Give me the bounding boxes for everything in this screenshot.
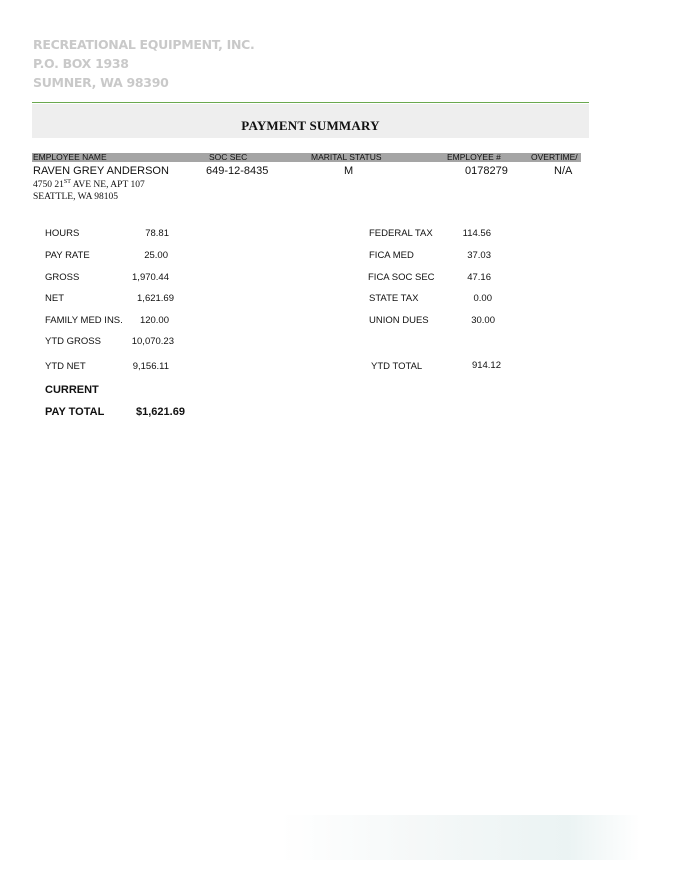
header-divider bbox=[32, 102, 589, 103]
union-dues-value: 30.00 bbox=[471, 315, 495, 326]
title-band bbox=[32, 104, 589, 138]
employee-soc-sec: 649-12-8435 bbox=[206, 165, 269, 177]
header-marital-status: MARITAL STATUS bbox=[311, 152, 382, 162]
state-tax-value: 0.00 bbox=[473, 293, 492, 304]
street-number: 4750 21 bbox=[33, 180, 64, 190]
ytd-gross-label: YTD GROSS bbox=[45, 336, 101, 347]
company-address-line2: SUMNER, WA 98390 bbox=[33, 75, 169, 90]
employee-city: SEATTLE, WA 98105 bbox=[33, 192, 119, 202]
family-med-ins-label: FAMILY MED INS. bbox=[45, 315, 123, 326]
state-tax-label: STATE TAX bbox=[369, 293, 419, 304]
net-value: 1,621.69 bbox=[137, 293, 174, 304]
hours-label: HOURS bbox=[45, 228, 80, 239]
federal-tax-label: FEDERAL TAX bbox=[369, 228, 433, 239]
fica-soc-sec-label: FICA SOC SEC bbox=[368, 272, 435, 283]
pay-total-value: $1,621.69 bbox=[136, 406, 185, 418]
header-employee-name: EMPLOYEE NAME bbox=[33, 152, 107, 162]
ytd-gross-value: 10,070.23 bbox=[131, 336, 174, 347]
ytd-net-label: YTD NET bbox=[45, 361, 86, 372]
gross-value: 1,970.44 bbox=[132, 272, 169, 283]
scan-smudge bbox=[280, 815, 640, 860]
street-rest: AVE NE, APT 107 bbox=[70, 180, 145, 190]
pay-rate-value: 25.00 bbox=[144, 250, 168, 261]
ytd-net-value: 9,156.11 bbox=[132, 361, 169, 372]
header-overtime: OVERTIME/ bbox=[531, 152, 578, 162]
union-dues-label: UNION DUES bbox=[369, 315, 429, 326]
ytd-total-value: 914.12 bbox=[471, 360, 501, 371]
employee-overtime: N/A bbox=[554, 165, 573, 177]
hours-value: 78.81 bbox=[145, 228, 169, 239]
pay-total-label: PAY TOTAL bbox=[45, 406, 105, 418]
net-label: NET bbox=[45, 293, 64, 304]
company-block bbox=[33, 35, 255, 92]
family-med-ins-value: 120.00 bbox=[139, 315, 169, 326]
pay-rate-label: PAY RATE bbox=[45, 250, 90, 261]
employee-street-address bbox=[33, 179, 145, 190]
fica-soc-sec-value: 47.16 bbox=[467, 272, 491, 283]
gross-label: GROSS bbox=[45, 272, 80, 283]
header-soc-sec: SOC SEC bbox=[209, 152, 248, 162]
federal-tax-value: 114.56 bbox=[462, 228, 491, 239]
header-employee-number: EMPLOYEE # bbox=[447, 152, 501, 162]
street-suffix: ST bbox=[63, 179, 71, 185]
page-title: PAYMENT SUMMARY bbox=[241, 118, 380, 133]
fica-med-label: FICA MED bbox=[369, 250, 414, 261]
ytd-total-label: YTD TOTAL bbox=[371, 361, 423, 372]
company-name: RECREATIONAL EQUIPMENT, INC. bbox=[33, 37, 255, 52]
fica-med-value: 37.03 bbox=[467, 250, 491, 261]
employee-name: RAVEN GREY ANDERSON bbox=[33, 165, 169, 177]
employee-number: 0178279 bbox=[465, 165, 508, 177]
company-address-line1: P.O. BOX 1938 bbox=[33, 56, 129, 71]
employee-marital-status: M bbox=[344, 165, 354, 177]
current-label: CURRENT bbox=[45, 384, 99, 396]
